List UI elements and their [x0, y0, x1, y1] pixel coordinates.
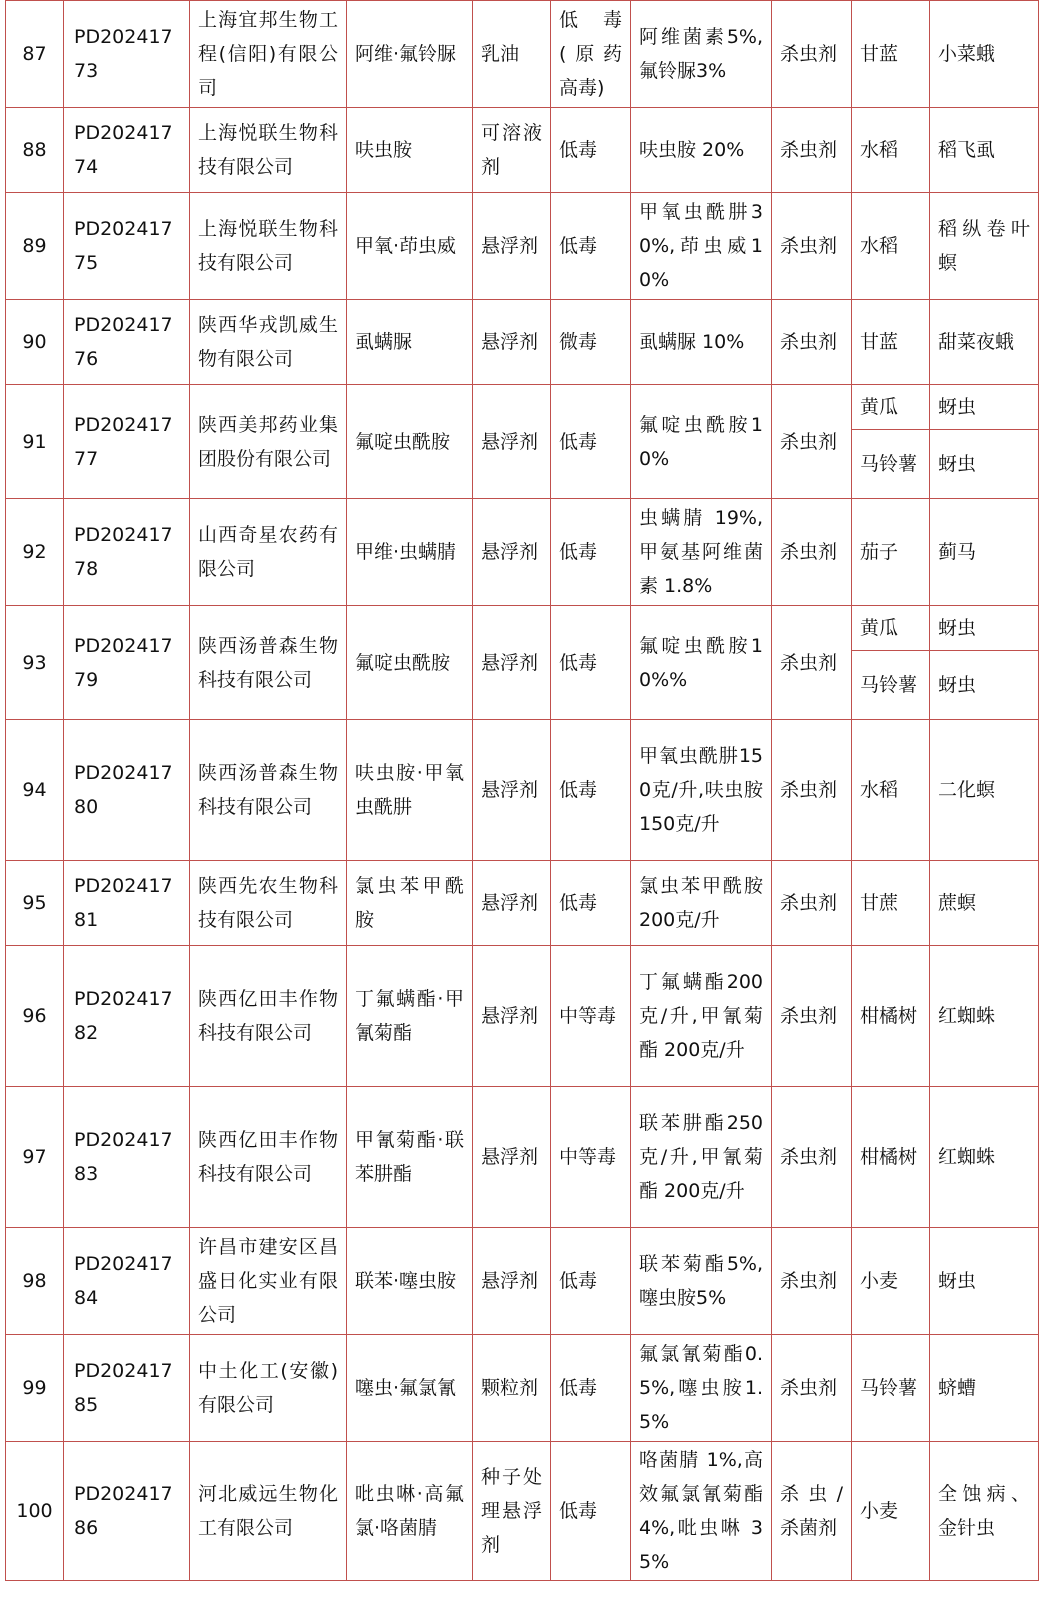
table-row [6, 385, 1039, 430]
table-row [6, 606, 1039, 651]
category: 杀虫剂 [772, 720, 852, 861]
pest-target: 稻纵卷叶螟 [930, 193, 1039, 300]
pesticide-name: 甲氧·茚虫威 [347, 193, 473, 300]
crop: 茄子 [852, 499, 930, 606]
row-number: 99 [6, 1335, 64, 1442]
active-ingredient-content: 氟啶虫酰胺10% [631, 385, 772, 499]
crop: 黄瓜 [852, 385, 930, 430]
pest-target: 小菜蛾 [930, 1, 1039, 108]
registrant-company: 河北威远生物化工有限公司 [190, 1442, 347, 1581]
registration-number: PD20241775 [64, 193, 190, 300]
active-ingredient-content: 氯虫苯甲酰胺 200克/升 [631, 861, 772, 946]
category: 杀虫剂 [772, 946, 852, 1087]
table-row [6, 1335, 1039, 1442]
registrant-company: 上海悦联生物科技有限公司 [190, 108, 347, 193]
crop: 马铃薯 [852, 1335, 930, 1442]
registrant-company: 中土化工(安徽)有限公司 [190, 1335, 347, 1442]
category: 杀虫剂 [772, 385, 852, 499]
registrant-company: 陕西华戎凯威生物有限公司 [190, 300, 347, 385]
crop: 柑橘树 [852, 946, 930, 1087]
row-number: 95 [6, 861, 64, 946]
pesticide-name: 甲氰菊酯·联苯肼酯 [347, 1087, 473, 1228]
registration-number: PD20241774 [64, 108, 190, 193]
category: 杀虫剂 [772, 861, 852, 946]
category: 杀虫剂 [772, 300, 852, 385]
formulation: 颗粒剂 [473, 1335, 551, 1442]
category: 杀虫剂 [772, 108, 852, 193]
registration-number: PD20241776 [64, 300, 190, 385]
toxicity: 低毒 [551, 861, 631, 946]
pest-target: 蚜虫 [930, 606, 1039, 651]
toxicity: 低毒 [551, 499, 631, 606]
active-ingredient-content: 氟氯氰菊酯0.5%,噻虫胺1.5% [631, 1335, 772, 1442]
registration-number: PD20241778 [64, 499, 190, 606]
pest-target: 蚜虫 [930, 651, 1039, 720]
active-ingredient-content: 阿维菌素5%,氟铃脲3% [631, 1, 772, 108]
crop: 甘蔗 [852, 861, 930, 946]
registrant-company: 上海悦联生物科技有限公司 [190, 193, 347, 300]
category: 杀虫剂 [772, 499, 852, 606]
table-row [6, 1, 1039, 108]
registration-number: PD20241784 [64, 1228, 190, 1335]
active-ingredient-content: 虫螨腈 19%,甲氨基阿维菌素 1.8% [631, 499, 772, 606]
row-number: 100 [6, 1442, 64, 1581]
formulation: 悬浮剂 [473, 193, 551, 300]
registration-number: PD20241780 [64, 720, 190, 861]
pest-target: 稻飞虱 [930, 108, 1039, 193]
crop: 马铃薯 [852, 651, 930, 720]
crop: 柑橘树 [852, 1087, 930, 1228]
pest-target: 蛴螬 [930, 1335, 1039, 1442]
toxicity: 中等毒 [551, 946, 631, 1087]
pesticide-name: 联苯·噻虫胺 [347, 1228, 473, 1335]
crop: 甘蓝 [852, 300, 930, 385]
registrant-company: 陕西先农生物科技有限公司 [190, 861, 347, 946]
registration-number: PD20241783 [64, 1087, 190, 1228]
category: 杀虫剂 [772, 193, 852, 300]
row-number: 97 [6, 1087, 64, 1228]
active-ingredient-content: 联苯菊酯5%,噻虫胺5% [631, 1228, 772, 1335]
active-ingredient-content: 甲氧虫酰肼150克/升,呋虫胺 150克/升 [631, 720, 772, 861]
formulation: 乳油 [473, 1, 551, 108]
registration-number: PD20241785 [64, 1335, 190, 1442]
formulation: 悬浮剂 [473, 720, 551, 861]
pest-target: 蚜虫 [930, 430, 1039, 499]
table-row [6, 193, 1039, 300]
category: 杀虫剂 [772, 1228, 852, 1335]
crop: 小麦 [852, 1228, 930, 1335]
pesticide-name: 氟啶虫酰胺 [347, 606, 473, 720]
toxicity: 微毒 [551, 300, 631, 385]
active-ingredient-content: 联苯肼酯250克/升,甲氰菊酯 200克/升 [631, 1087, 772, 1228]
pest-target: 全蚀病、金针虫 [930, 1442, 1039, 1581]
pest-target: 红蜘蛛 [930, 1087, 1039, 1228]
toxicity: 低毒 [551, 193, 631, 300]
pesticide-name: 阿维·氟铃脲 [347, 1, 473, 108]
crop: 水稻 [852, 108, 930, 193]
registration-number: PD20241782 [64, 946, 190, 1087]
table-row [6, 1228, 1039, 1335]
table-row [6, 300, 1039, 385]
toxicity: 低毒 [551, 1228, 631, 1335]
formulation: 悬浮剂 [473, 385, 551, 499]
registration-number: PD20241773 [64, 1, 190, 108]
category: 杀虫剂 [772, 1335, 852, 1442]
pesticide-name: 氟啶虫酰胺 [347, 385, 473, 499]
row-number: 92 [6, 499, 64, 606]
table-row [6, 946, 1039, 1087]
crop: 黄瓜 [852, 606, 930, 651]
crop: 马铃薯 [852, 430, 930, 499]
formulation: 种子处理悬浮剂 [473, 1442, 551, 1581]
pesticide-name: 吡虫啉·高氟氯·咯菌腈 [347, 1442, 473, 1581]
formulation: 可溶液剂 [473, 108, 551, 193]
pest-target: 甜菜夜蛾 [930, 300, 1039, 385]
registration-number: PD20241781 [64, 861, 190, 946]
registrant-company: 陕西亿田丰作物科技有限公司 [190, 946, 347, 1087]
registrant-company: 许昌市建安区昌盛日化实业有限公司 [190, 1228, 347, 1335]
pest-target: 二化螟 [930, 720, 1039, 861]
crop: 甘蓝 [852, 1, 930, 108]
row-number: 89 [6, 193, 64, 300]
formulation: 悬浮剂 [473, 946, 551, 1087]
toxicity: 低毒 [551, 108, 631, 193]
pesticide-name: 呋虫胺 [347, 108, 473, 193]
pest-target: 蓟马 [930, 499, 1039, 606]
crop: 水稻 [852, 193, 930, 300]
toxicity: 低毒 [551, 1442, 631, 1581]
registrant-company: 上海宜邦生物工程(信阳)有限公司 [190, 1, 347, 108]
category: 杀虫剂 [772, 1, 852, 108]
pest-target: 蚜虫 [930, 1228, 1039, 1335]
registrant-company: 陕西亿田丰作物科技有限公司 [190, 1087, 347, 1228]
row-number: 87 [6, 1, 64, 108]
registration-number: PD20241779 [64, 606, 190, 720]
category: 杀虫/杀菌剂 [772, 1442, 852, 1581]
pesticide-name: 丁氟螨酯·甲氰菊酯 [347, 946, 473, 1087]
active-ingredient-content: 呋虫胺 20% [631, 108, 772, 193]
formulation: 悬浮剂 [473, 861, 551, 946]
table-row [6, 1087, 1039, 1228]
row-number: 93 [6, 606, 64, 720]
category: 杀虫剂 [772, 606, 852, 720]
pesticide-name: 噻虫·氟氯氰 [347, 1335, 473, 1442]
active-ingredient-content: 咯菌腈 1%,高效氟氯氰菊酯 4%,吡虫啉 35% [631, 1442, 772, 1581]
table-row [6, 499, 1039, 606]
registrant-company: 陕西汤普森生物科技有限公司 [190, 606, 347, 720]
table-row [6, 108, 1039, 193]
active-ingredient-content: 氟啶虫酰胺10%% [631, 606, 772, 720]
pesticide-name: 甲维·虫螨腈 [347, 499, 473, 606]
registrant-company: 山西奇星农药有限公司 [190, 499, 347, 606]
registrant-company: 陕西美邦药业集团股份有限公司 [190, 385, 347, 499]
registration-number: PD20241786 [64, 1442, 190, 1581]
toxicity: 低毒 [551, 1335, 631, 1442]
category: 杀虫剂 [772, 1087, 852, 1228]
table-row [6, 1442, 1039, 1581]
crop: 小麦 [852, 1442, 930, 1581]
pest-target: 蔗螟 [930, 861, 1039, 946]
formulation: 悬浮剂 [473, 1228, 551, 1335]
formulation: 悬浮剂 [473, 1087, 551, 1228]
active-ingredient-content: 甲氧虫酰肼30%,茚虫威10% [631, 193, 772, 300]
active-ingredient-content: 丁氟螨酯200克/升,甲氰菊酯 200克/升 [631, 946, 772, 1087]
crop: 水稻 [852, 720, 930, 861]
row-number: 88 [6, 108, 64, 193]
formulation: 悬浮剂 [473, 300, 551, 385]
pest-target: 红蜘蛛 [930, 946, 1039, 1087]
toxicity: 低毒 [551, 720, 631, 861]
row-number: 94 [6, 720, 64, 861]
pesticide-registration-table [5, 0, 1039, 1581]
pest-target: 蚜虫 [930, 385, 1039, 430]
row-number: 91 [6, 385, 64, 499]
pesticide-name: 氯虫苯甲酰胺 [347, 861, 473, 946]
row-number: 98 [6, 1228, 64, 1335]
table-row [6, 720, 1039, 861]
formulation: 悬浮剂 [473, 499, 551, 606]
toxicity: 低毒 [551, 385, 631, 499]
active-ingredient-content: 虱螨脲 10% [631, 300, 772, 385]
table-row [6, 861, 1039, 946]
formulation: 悬浮剂 [473, 606, 551, 720]
pesticide-name: 虱螨脲 [347, 300, 473, 385]
pesticide-name: 呋虫胺·甲氧虫酰肼 [347, 720, 473, 861]
table-body [6, 1, 1039, 1581]
registration-number: PD20241777 [64, 385, 190, 499]
toxicity: 低毒 [551, 606, 631, 720]
row-number: 90 [6, 300, 64, 385]
toxicity: 低毒(原药高毒) [551, 1, 631, 108]
registrant-company: 陕西汤普森生物科技有限公司 [190, 720, 347, 861]
row-number: 96 [6, 946, 64, 1087]
toxicity: 中等毒 [551, 1087, 631, 1228]
